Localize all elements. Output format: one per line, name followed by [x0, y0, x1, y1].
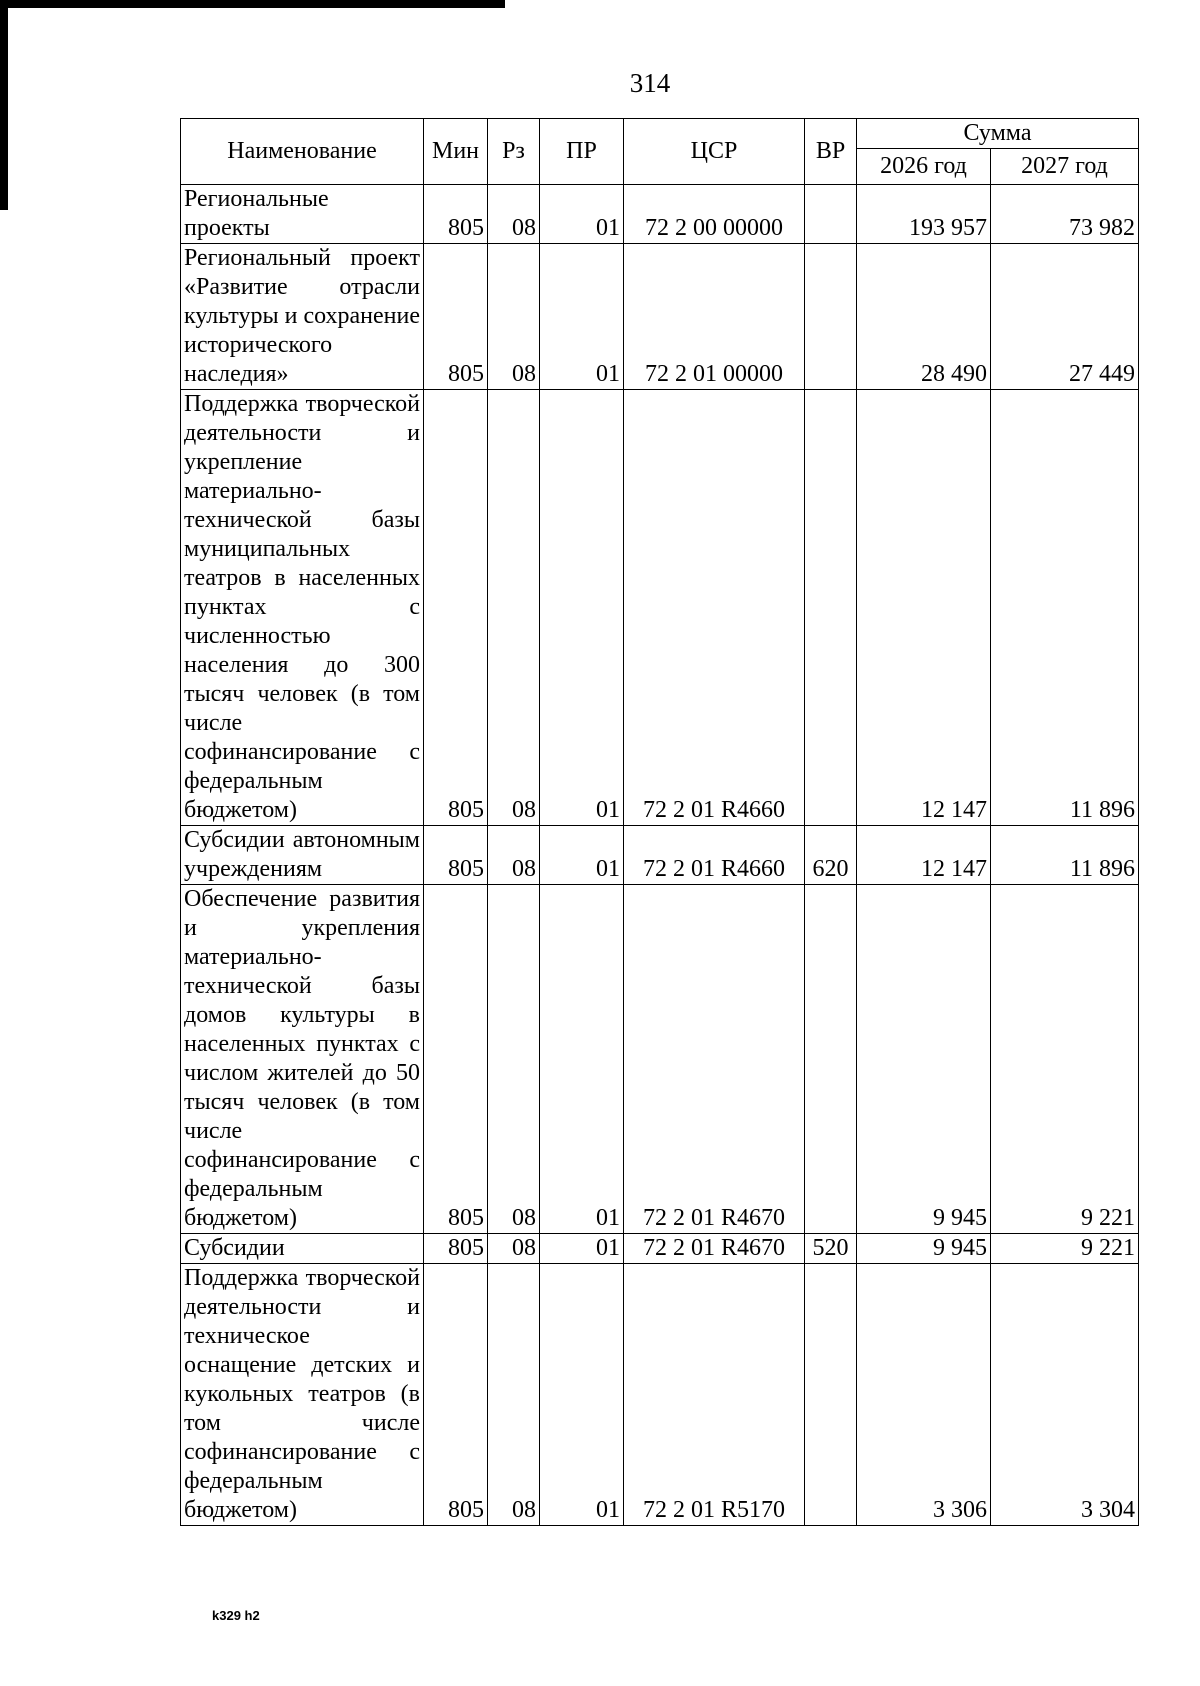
table-row	[181, 826, 1139, 885]
header-vr: ВР	[805, 119, 857, 185]
cell-pr: 01	[540, 185, 624, 244]
footer-code: k329 h2	[212, 1608, 260, 1623]
cell-vr: 620	[805, 826, 857, 885]
cell-vr	[805, 244, 857, 390]
cell-2027: 11 896	[991, 390, 1139, 826]
cell-csr: 72 2 01 R4660	[624, 390, 805, 826]
cell-pr: 01	[540, 826, 624, 885]
cell-2026: 193 957	[857, 185, 991, 244]
table-row	[181, 244, 1139, 390]
cell-min: 805	[424, 1234, 488, 1264]
cell-min: 805	[424, 244, 488, 390]
cell-name: Региональный проект «Развитие отрасли культуры и сохранение исторического наследия»	[181, 244, 424, 390]
cell-name: Региональные проекты	[181, 185, 424, 244]
cell-csr: 72 2 01 R4660	[624, 826, 805, 885]
cell-2026: 9 945	[857, 885, 991, 1234]
cell-vr	[805, 1264, 857, 1526]
cell-min: 805	[424, 826, 488, 885]
cell-vr: 520	[805, 1234, 857, 1264]
table-row	[181, 185, 1139, 244]
cell-2026: 28 490	[857, 244, 991, 390]
cell-rz: 08	[488, 1264, 540, 1526]
header-sum: Сумма	[857, 119, 1139, 149]
cell-name: Поддержка творческой деятельности и укрепление материально-технической базы муниципальных театров в населенных пунктах с численностью населения до 300 тысяч человек (в том числе софинансирование с федеральным бюджетом)	[181, 390, 424, 826]
cell-pr: 01	[540, 390, 624, 826]
header-rz: Рз	[488, 119, 540, 185]
cell-2027: 11 896	[991, 826, 1139, 885]
cell-rz: 08	[488, 885, 540, 1234]
cell-csr: 72 2 01 R5170	[624, 1264, 805, 1526]
scan-edge-left	[0, 0, 8, 210]
cell-vr	[805, 185, 857, 244]
cell-vr	[805, 885, 857, 1234]
cell-rz: 08	[488, 826, 540, 885]
cell-name: Субсидии	[181, 1234, 424, 1264]
cell-2026: 9 945	[857, 1234, 991, 1264]
cell-rz: 08	[488, 1234, 540, 1264]
cell-2027: 9 221	[991, 885, 1139, 1234]
cell-2027: 3 304	[991, 1264, 1139, 1526]
cell-name: Поддержка творческой деятельности и техническое оснащение детских и кукольных театров (в том числе софинансирование с федеральным бюджетом)	[181, 1264, 424, 1526]
cell-rz: 08	[488, 244, 540, 390]
page-number: 314	[629, 68, 671, 98]
cell-2027: 9 221	[991, 1234, 1139, 1264]
cell-rz: 08	[488, 390, 540, 826]
cell-2027: 73 982	[991, 185, 1139, 244]
table-row	[181, 1234, 1139, 1264]
cell-pr: 01	[540, 1264, 624, 1526]
cell-name: Субсидии автономным учреждениям	[181, 826, 424, 885]
cell-vr	[805, 390, 857, 826]
table-row	[181, 390, 1139, 826]
cell-csr: 72 2 01 R4670	[624, 885, 805, 1234]
cell-csr: 72 2 01 R4670	[624, 1234, 805, 1264]
scan-edge-top	[0, 0, 505, 8]
cell-min: 805	[424, 885, 488, 1234]
cell-pr: 01	[540, 244, 624, 390]
cell-pr: 01	[540, 1234, 624, 1264]
cell-name: Обеспечение развития и укрепления материально-технической базы домов культуры в населенных пунктах с числом жителей до 50 тысяч человек (в том числе софинансирование с федеральным бюджетом)	[181, 885, 424, 1234]
budget-table	[180, 118, 1139, 1526]
cell-2026: 12 147	[857, 390, 991, 826]
header-min: Мин	[424, 119, 488, 185]
cell-rz: 08	[488, 185, 540, 244]
cell-min: 805	[424, 185, 488, 244]
cell-csr: 72 2 01 00000	[624, 244, 805, 390]
cell-csr: 72 2 00 00000	[624, 185, 805, 244]
cell-min: 805	[424, 1264, 488, 1526]
cell-2026: 3 306	[857, 1264, 991, 1526]
header-pr: ПР	[540, 119, 624, 185]
header-2026: 2026 год	[857, 149, 991, 185]
cell-2026: 12 147	[857, 826, 991, 885]
table-row	[181, 885, 1139, 1234]
cell-2027: 27 449	[991, 244, 1139, 390]
header-csr: ЦСР	[624, 119, 805, 185]
cell-pr: 01	[540, 885, 624, 1234]
header-name: Наименование	[181, 119, 424, 185]
header-2027: 2027 год	[991, 149, 1139, 185]
table-row	[181, 1264, 1139, 1526]
table-header	[181, 119, 1139, 185]
cell-min: 805	[424, 390, 488, 826]
